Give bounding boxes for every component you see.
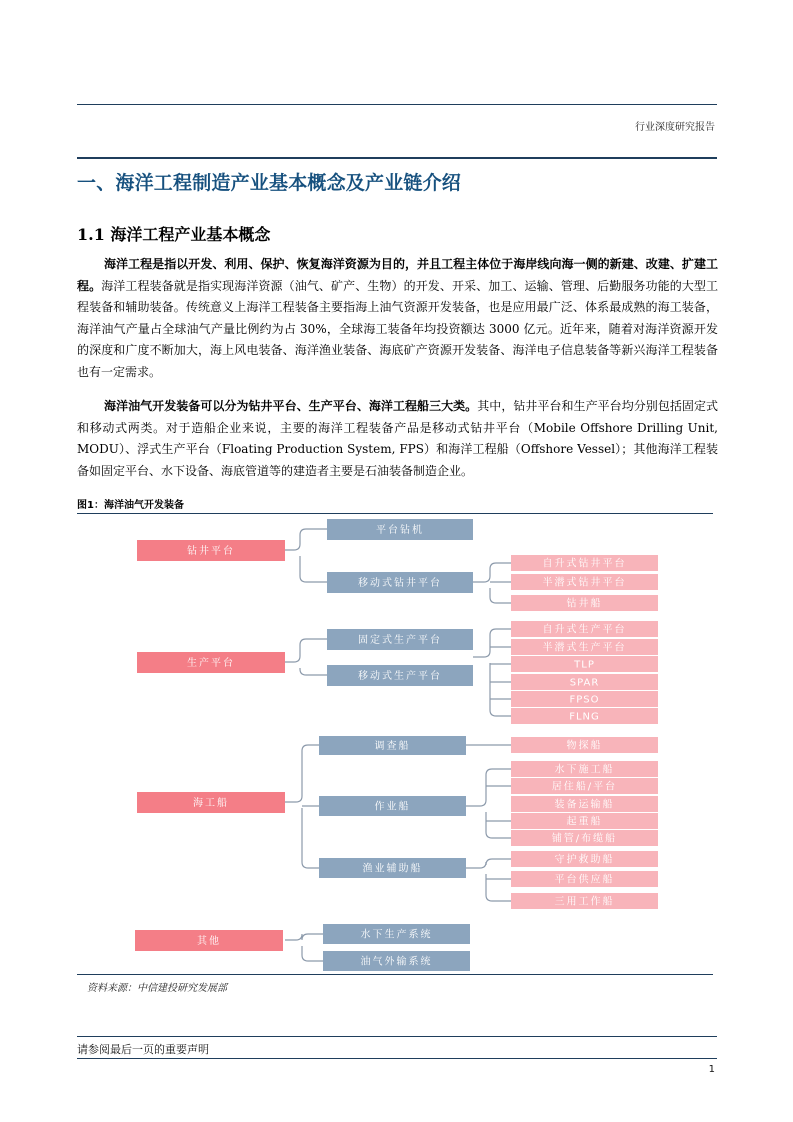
bracket-drilling-down [300,556,327,582]
leaf-work-1 [511,778,658,794]
subsection-title: 1.1 海洋工程产业基本概念 [77,225,271,244]
leaf-fishing-2 [511,893,658,909]
page-number: 1 [708,1064,715,1075]
bracket-work-leaves-down [486,812,511,838]
bracket-fishing-leaves-down [486,874,511,901]
mid-mobile-production [327,665,473,686]
leaf-production-2 [511,656,658,672]
category-production-platform [137,652,285,673]
bracket-work-leaves-up [466,769,511,806]
mid-survey-vessel-label: 调查船 [374,741,411,752]
bracket-fishing-leaves-up [466,859,511,868]
paragraph2-text: 其中，钻井平台和生产平台均分别包括固定式和移动式两类。对于造船企业来说，主要的海洋工程装备产品是移动式钻井平台（Mobile Offshore Drilling Unit, MODU）、浮式生产平台（Floating Production System, FPS）和海洋工程船（Offshore Vessel）；其他海洋工程装备如固定平台、水下设备、海底管道等的建造者主要是石油装备制造企业。 [77,399,718,478]
footer-notice: 请参阅最后一页的重要声明 [77,1043,209,1056]
leaf-work-3-label: 起重船 [566,816,603,828]
category-offshore-vessel [137,792,285,813]
bracket-production-leaves-up [473,629,511,657]
leaf-work-0 [511,761,658,777]
leaf-fishing-2-label: 三用工作船 [554,896,615,908]
mid-work-vessel-label: 作业船 [374,801,411,813]
leaf-work-0-label: 水下施工船 [554,764,615,776]
mid-survey-vessel [319,736,466,755]
mid-platform-rig-label: 平台钻机 [376,525,424,536]
bracket-mobile-drilling-down [490,588,511,603]
leaf-production-1-label: 半潜式生产平台 [542,642,627,654]
paragraph1-text: 海洋工程装备就是指实现海洋资源（油气、矿产、生物）的开发、开采、加工、运输、管理、后勤服务功能的大型工程装备和辅助装备。传统意义上海洋工程装备主要指海上油气资源开发装备，也是应用最广泛、体系最成熟的海工装备，海洋油气产量占全球油气产量比例约为占 30%，全球海工装备年均投资额达 3000 亿元。近年来，随着对海洋资源开发的深度和广度不断加大，海上风电装备、海洋渔业装备、海底矿产资源开发装备、海洋电子信息装备等新兴海洋工程装备也有一定需求。 [77,278,718,379]
paragraph2-bold: 海洋油气开发装备可以分为钻井平台、生产平台、海洋工程船三大类。 [104,399,478,413]
leaf-survey-0-label: 物探船 [566,740,603,752]
bracket-production-down [300,668,327,675]
footer-rule-bottom [77,1058,717,1059]
bracket-vessel-down [302,808,319,868]
bracket-drilling-up [285,529,327,550]
leaf-production-5-label: FLNG [569,711,600,723]
mid-mobile-production-label: 移动式生产平台 [358,671,442,682]
leaf-work-1-label: 居住船/平台 [551,781,618,793]
figure-title: 图1：海洋油气开发装备 [77,500,184,511]
mid-fixed-production-label: 固定式生产平台 [358,635,442,646]
leaf-production-4 [511,691,658,707]
category-other-label: 其他 [197,936,221,947]
mid-fishing-support [319,858,466,878]
mid-fishing-support-label: 渔业辅助船 [362,863,423,875]
leaf-survey-0 [511,737,658,753]
mid-work-vessel [319,796,466,816]
bracket-mobile-drilling-up [473,563,511,582]
leaf-work-3 [511,813,658,829]
leaf-production-2-label: TLP [574,659,595,671]
paragraph1-bold: 海洋工程是指以开发、利用、保护、恢复海洋资源为目的，并且工程主体位于海岸线向海一侧的新建、改建、扩建工程。 [77,257,718,293]
leaf-production-1 [511,639,658,655]
mid-export-system [323,951,470,971]
leaf-production-0 [511,621,658,637]
category-drilling-platform [137,540,285,561]
leaf-drilling-0 [511,555,658,571]
bracket-other-up [285,934,323,940]
category-drilling-platform-label: 钻井平台 [187,546,235,557]
leaf-drilling-2-label: 钻井船 [566,598,603,610]
leaf-work-4-label: 铺管/布缆船 [551,833,618,845]
leaf-production-3 [511,674,658,690]
mid-mobile-drilling-label: 移动式钻井平台 [358,578,442,589]
bracket-production-up [285,639,327,662]
leaf-fishing-0 [511,851,658,867]
leaf-drilling-2 [511,595,658,611]
tree-nodes [135,519,658,971]
leaf-fishing-0-label: 守护救助船 [554,854,615,866]
leaf-drilling-1-label: 半潜式钻井平台 [542,577,627,589]
leaf-drilling-1 [511,574,658,590]
leaf-work-2-label: 装备运输船 [554,799,615,811]
leaf-production-3-label: SPAR [569,677,600,689]
mid-subsea-system [323,924,470,944]
mid-platform-rig [327,519,473,540]
leaf-production-5 [511,708,658,724]
mid-fixed-production [327,629,473,650]
footer-rule [77,1036,717,1037]
figure-bottom-rule [77,974,713,975]
section-title: 一、海洋工程制造产业基本概念及产业链介绍 [77,172,462,194]
bracket-other-down [302,946,323,961]
report-type-label: 行业深度研究报告 [635,122,715,133]
category-production-platform-label: 生产平台 [187,658,235,669]
leaf-work-2 [511,796,658,812]
leaf-fishing-1 [511,871,658,887]
category-other [135,930,283,951]
mid-export-system-label: 油气外输系统 [360,956,433,968]
mid-mobile-drilling [327,572,473,593]
mid-subsea-system-label: 水下生产系统 [360,929,433,941]
bracket-vessel-up [285,745,319,802]
leaf-drilling-0-label: 自升式钻井平台 [542,558,627,570]
bracket-production-leaves-down [490,663,511,716]
leaf-fishing-1-label: 平台供应船 [554,874,615,886]
figure-source: 资料来源：中信建投研究发展部 [87,983,227,994]
leaf-production-4-label: FPSO [569,694,600,706]
category-offshore-vessel-label: 海工船 [193,798,229,809]
leaf-production-0-label: 自升式生产平台 [542,624,627,636]
leaf-work-4 [511,830,658,846]
